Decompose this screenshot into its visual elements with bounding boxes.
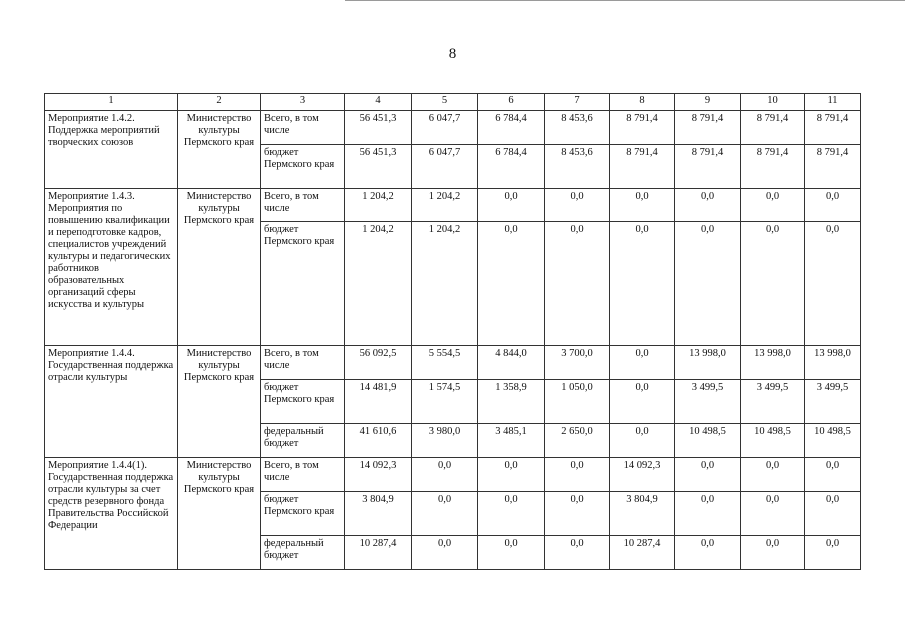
amount-cell: 1 358,9 xyxy=(478,380,545,424)
executor-cell: Министерство культуры Пермского края xyxy=(178,458,261,570)
amount-cell: 3 700,0 xyxy=(545,346,610,380)
amount-cell: 0,0 xyxy=(478,458,545,492)
amount-cell: 13 998,0 xyxy=(741,346,805,380)
table-row xyxy=(45,346,861,380)
amount-cell: 0,0 xyxy=(545,222,610,346)
amount-cell: 6 047,7 xyxy=(412,145,478,189)
amount-cell: 0,0 xyxy=(805,536,861,570)
table-row xyxy=(45,111,861,145)
amount-cell: 3 499,5 xyxy=(805,380,861,424)
amount-cell: 0,0 xyxy=(610,424,675,458)
column-number: 8 xyxy=(610,94,675,111)
amount-cell: 8 791,4 xyxy=(805,111,861,145)
amount-cell: 41 610,6 xyxy=(345,424,412,458)
amount-cell: 0,0 xyxy=(741,222,805,346)
column-number: 11 xyxy=(805,94,861,111)
amount-cell: 14 092,3 xyxy=(610,458,675,492)
table-row xyxy=(45,458,861,492)
amount-cell: 10 498,5 xyxy=(805,424,861,458)
funding-source-cell: бюджет Пермского края xyxy=(261,145,345,189)
funding-source-cell: Всего, в том числе xyxy=(261,111,345,145)
amount-cell: 56 451,3 xyxy=(345,145,412,189)
column-number: 3 xyxy=(261,94,345,111)
amount-cell: 3 804,9 xyxy=(610,492,675,536)
amount-cell: 4 844,0 xyxy=(478,346,545,380)
column-number: 2 xyxy=(178,94,261,111)
amount-cell: 56 092,5 xyxy=(345,346,412,380)
amount-cell: 8 791,4 xyxy=(675,145,741,189)
amount-cell: 1 204,2 xyxy=(412,189,478,222)
amount-cell: 14 481,9 xyxy=(345,380,412,424)
amount-cell: 0,0 xyxy=(610,346,675,380)
executor-cell: Министерство культуры Пермского края xyxy=(178,111,261,189)
column-number: 1 xyxy=(45,94,178,111)
amount-cell: 0,0 xyxy=(741,458,805,492)
event-name-cell: Мероприятие 1.4.4. Государственная поддержка отрасли культуры xyxy=(45,346,178,458)
amount-cell: 0,0 xyxy=(478,492,545,536)
funding-source-cell: бюджет Пермского края xyxy=(261,222,345,346)
amount-cell: 0,0 xyxy=(412,492,478,536)
amount-cell: 0,0 xyxy=(478,222,545,346)
amount-cell: 0,0 xyxy=(478,189,545,222)
amount-cell: 13 998,0 xyxy=(675,346,741,380)
amount-cell: 3 980,0 xyxy=(412,424,478,458)
funding-source-cell: Всего, в том числе xyxy=(261,189,345,222)
funding-source-cell: федеральный бюджет xyxy=(261,424,345,458)
amount-cell: 13 998,0 xyxy=(805,346,861,380)
amount-cell: 8 791,4 xyxy=(805,145,861,189)
event-name-cell: Мероприятие 1.4.3. Мероприятия по повышению квалификации и переподготовке кадров, специалистов учреждений культуры и педагогических работников образовательных организаций сферы искусства и культуры xyxy=(45,189,178,346)
executor-cell: Министерство культуры Пермского края xyxy=(178,346,261,458)
column-number: 10 xyxy=(741,94,805,111)
page-number: 8 xyxy=(448,46,457,62)
amount-cell: 3 499,5 xyxy=(675,380,741,424)
amount-cell: 10 498,5 xyxy=(675,424,741,458)
amount-cell: 8 453,6 xyxy=(545,111,610,145)
amount-cell: 5 554,5 xyxy=(412,346,478,380)
amount-cell: 0,0 xyxy=(741,536,805,570)
amount-cell: 0,0 xyxy=(805,458,861,492)
amount-cell: 1 204,2 xyxy=(345,222,412,346)
amount-cell: 3 499,5 xyxy=(741,380,805,424)
column-number: 7 xyxy=(545,94,610,111)
amount-cell: 0,0 xyxy=(545,458,610,492)
amount-cell: 8 791,4 xyxy=(741,145,805,189)
amount-cell: 0,0 xyxy=(675,189,741,222)
column-number: 9 xyxy=(675,94,741,111)
column-number: 4 xyxy=(345,94,412,111)
amount-cell: 10 287,4 xyxy=(610,536,675,570)
amount-cell: 10 498,5 xyxy=(741,424,805,458)
amount-cell: 0,0 xyxy=(675,492,741,536)
amount-cell: 10 287,4 xyxy=(345,536,412,570)
amount-cell: 2 650,0 xyxy=(545,424,610,458)
amount-cell: 0,0 xyxy=(610,189,675,222)
amount-cell: 0,0 xyxy=(741,189,805,222)
amount-cell: 1 050,0 xyxy=(545,380,610,424)
amount-cell: 0,0 xyxy=(412,458,478,492)
amount-cell: 14 092,3 xyxy=(345,458,412,492)
amount-cell: 1 204,2 xyxy=(345,189,412,222)
amount-cell: 0,0 xyxy=(478,536,545,570)
amount-cell: 0,0 xyxy=(675,458,741,492)
amount-cell: 0,0 xyxy=(610,380,675,424)
amount-cell: 0,0 xyxy=(545,189,610,222)
column-number-row xyxy=(45,94,861,111)
amount-cell: 8 791,4 xyxy=(610,145,675,189)
amount-cell: 8 791,4 xyxy=(675,111,741,145)
amount-cell: 3 804,9 xyxy=(345,492,412,536)
funding-source-cell: Всего, в том числе xyxy=(261,346,345,380)
funding-source-cell: бюджет Пермского края xyxy=(261,380,345,424)
top-rule xyxy=(345,0,905,1)
amount-cell: 0,0 xyxy=(610,222,675,346)
amount-cell: 3 485,1 xyxy=(478,424,545,458)
event-name-cell: Мероприятие 1.4.2. Поддержка мероприятий творческих союзов xyxy=(45,111,178,189)
budget-table xyxy=(44,93,861,570)
amount-cell: 8 791,4 xyxy=(610,111,675,145)
amount-cell: 0,0 xyxy=(805,222,861,346)
amount-cell: 8 791,4 xyxy=(741,111,805,145)
amount-cell: 1 574,5 xyxy=(412,380,478,424)
amount-cell: 6 784,4 xyxy=(478,145,545,189)
amount-cell: 0,0 xyxy=(545,536,610,570)
table-body xyxy=(45,94,861,570)
table-row xyxy=(45,189,861,222)
amount-cell: 6 047,7 xyxy=(412,111,478,145)
column-number: 5 xyxy=(412,94,478,111)
column-number: 6 xyxy=(478,94,545,111)
amount-cell: 1 204,2 xyxy=(412,222,478,346)
amount-cell: 0,0 xyxy=(412,536,478,570)
amount-cell: 56 451,3 xyxy=(345,111,412,145)
event-name-cell: Мероприятие 1.4.4(1). Государственная поддержка отрасли культуры за счет средств резервного фонда Правительства Российской Федерации xyxy=(45,458,178,570)
executor-cell: Министерство культуры Пермского края xyxy=(178,189,261,346)
amount-cell: 6 784,4 xyxy=(478,111,545,145)
amount-cell: 0,0 xyxy=(805,492,861,536)
amount-cell: 0,0 xyxy=(741,492,805,536)
funding-source-cell: федеральный бюджет xyxy=(261,536,345,570)
amount-cell: 0,0 xyxy=(675,222,741,346)
funding-source-cell: бюджет Пермского края xyxy=(261,492,345,536)
amount-cell: 8 453,6 xyxy=(545,145,610,189)
amount-cell: 0,0 xyxy=(805,189,861,222)
funding-source-cell: Всего, в том числе xyxy=(261,458,345,492)
amount-cell: 0,0 xyxy=(545,492,610,536)
amount-cell: 0,0 xyxy=(675,536,741,570)
